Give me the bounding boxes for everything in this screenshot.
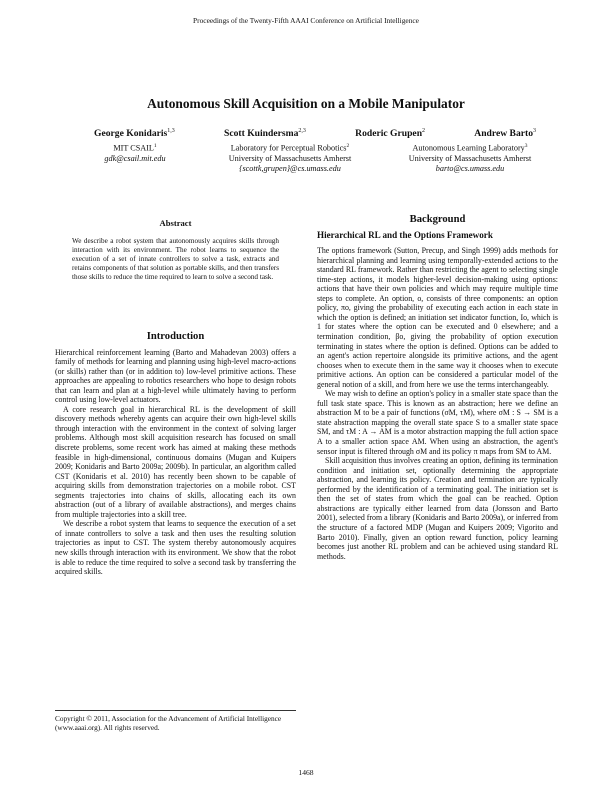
options-subheading: Hierarchical RL and the Options Framework	[317, 229, 493, 240]
paragraph: We may wish to define an option's policy in a smaller state space than the full task state space. This is known as an abstraction; here we define an abstraction M to be a pair of functions (σM, τM), where σM : S → SM is a state abstraction mapping the overall state space S to a smaller state space SM, and τM : A → AM is a motor abstraction mapping the full action space A to a smaller action space AM. When using an abstraction, the agent's sensor input is filtered through σM and its policy π maps from SM to AM.	[317, 389, 558, 456]
proceedings-header: Proceedings of the Twenty-Fifth AAAI Conference on Artificial Intelligence	[193, 16, 419, 25]
paragraph: A core research goal in hierarchical RL is the development of skill discovery methods whereby agents can acquire their own high-level skills through interaction with the environment in the context of solving larger problems. Although most skill acquisition research has focused on small discrete problems, some recent work has aimed at making these methods feasible in high-dimensional, continuous domains (Mugan and Kuipers 2009; Konidaris and Barto 2009a; 2009b). In particular, an algorithm called CST (Konidaris et al. 2010) has recently been shown to be capable of acquiring skills from demonstration trajectories on a mobile robot. CST segments trajectories into chains of skills, allocating each its own abstraction (out of a library of available abstractions), and merges chains from multiple trajectories into a skill tree.	[55, 404, 296, 519]
author-names	[80, 128, 550, 139]
affiliation: Laboratory for Perceptual Robotics$^2$ University of Massachusetts Amherst {scottk,grupen}@cs.umass.edu	[208, 141, 373, 174]
author: Andrew Barto$^3$	[474, 128, 536, 140]
affiliation: MIT CSAIL$^1$ gdk@csail.mit.edu	[80, 141, 190, 174]
abstract-heading: Abstract	[159, 218, 192, 228]
author: George Konidaris$^{1,3}$	[94, 128, 175, 140]
paper-title: Autonomous Skill Acquisition on a Mobile Manipulator	[147, 96, 465, 111]
abstract-text: We describe a robot system that autonomously acquires skills through interaction with its environment. The robot learns to sequence the execution of a set of innate controllers to solve a task, extracts and retains components of that solution as portable skills, and then transfers those skills to reduce the time required to learn to solve a second task.	[72, 237, 279, 282]
page-number: 1468	[298, 768, 314, 777]
paragraph: Hierarchical reinforcement learning (Barto and Mahadevan 2003) offers a family of methods for learning and planning using high-level macro-actions (or skills) rather than (or in addition to) low-level primitive actions. These approaches are appealing to robotics researchers who hope to design robots that can learn and plan at a high-level while ultimately having to perform control using low-level actuators.	[55, 347, 296, 405]
affiliation: Autonomous Learning Laboratory$^3$ University of Massachusetts Amherst barto@cs.umass.edu	[390, 141, 550, 174]
email: barto@cs.umass.edu	[435, 164, 505, 174]
paragraph: We describe a robot system that learns to sequence the execution of a set of innate controllers to solve a task and then uses the resulting solution trajectories as input to CST. The system thereby autonomously acquires new skills through interaction with its environment. We show that the robot is able to reduce the time required to solve a second task by transferring the acquired skills.	[55, 519, 296, 577]
paragraph: The options framework (Sutton, Precup, and Singh 1999) adds methods for hierarchical planning and learning using temporally-extended actions to the standard RL framework. Rather than restricting the agent to selecting single time-step actions, it models higher-level decision-making using options: actions that have their own policies and which may require multiple time steps to complete. An option, o, consists of three components: an option policy, πo, giving the probability of executing each action in each state in which the option is defined; an initiation set indicator function, Io, which is 1 for states where the option can be executed and 0 elsewhere; and a termination condition, βo, giving the probability of option execution terminating in states where the option is defined. Options can be added to an agent's action repertoire alongside its primitive actions, and the agent chooses when to execute them in the same way it chooses when to execute primitive actions. An option can be considered a particular model of the general notion of a skill, and from here we use the terms interchangeably.	[317, 246, 558, 389]
introduction-section	[55, 332, 296, 577]
email: {scottk,grupen}@cs.umass.edu	[239, 164, 341, 174]
author: Scott Kuindersma$^{2,3}$	[224, 128, 306, 140]
background-heading: Background	[409, 214, 466, 225]
paragraph: Skill acquisition thus involves creating an option, defining its termination condition and initiation set, optionally determining the appropriate abstraction, and learning its policy. Creation and termination are typically performed by the identification of a terminating goal. The initiation set is then the set of states from which the goal can be reached. Option abstractions are typically either learned from data (Jonsson and Barto 2001), selected from a library (Konidaris and Barto 2009a), or inferred from the structure of a factored MDP (Mugan and Kuipers 2009; Vigorito and Barto 2010). Finally, given an option reward function, policy learning becomes just another RL problem and can be achieved using standard RL methods.	[317, 456, 558, 561]
copyright-notice: Copyright © 2011, Association for the Advancement of Artificial Intelligence (www.aaai.org). All rights reserved.	[55, 710, 296, 732]
email: gdk@csail.mit.edu	[104, 154, 166, 164]
background-section	[317, 215, 558, 561]
author-block	[80, 128, 550, 175]
introduction-heading: Introduction	[146, 331, 205, 342]
author: Roderic Grupen$^2$	[355, 128, 426, 140]
affiliations	[80, 141, 550, 174]
